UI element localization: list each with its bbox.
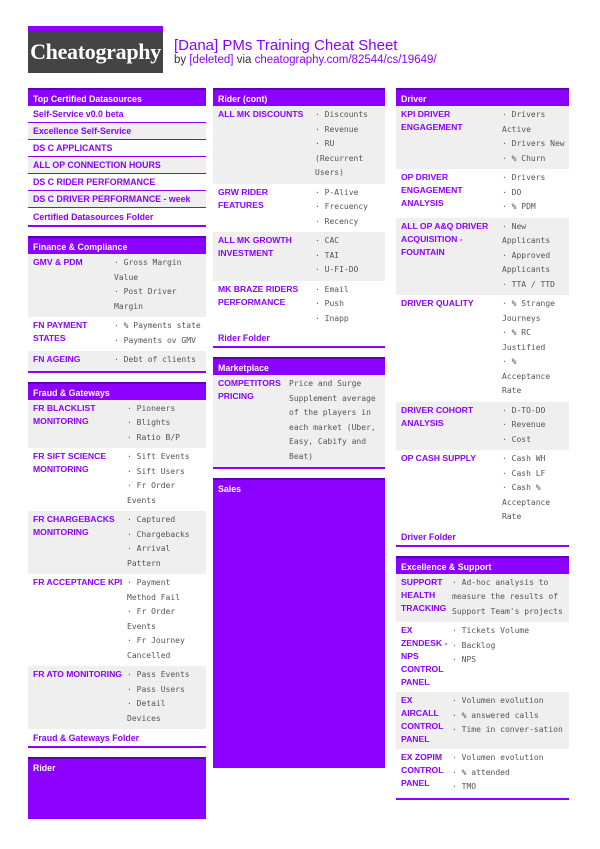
section-top-certified <box>28 88 206 227</box>
value-line: · Pass Events <box>127 670 190 679</box>
row-key[interactable]: FR CHARGEBACKS MONITORING <box>33 514 115 537</box>
value-line: · % Acceptance Rate <box>502 357 551 395</box>
value-line: · RU (Recurrent Users) <box>315 139 364 177</box>
driver-folder-link[interactable]: Driver Folder <box>396 528 569 547</box>
table-row <box>28 400 206 449</box>
author-link[interactable]: [deleted] <box>189 54 234 66</box>
cheatography-logo[interactable]: Cheatography <box>28 31 163 73</box>
row-key[interactable]: GMV & PDM <box>33 257 83 267</box>
section-sales <box>213 478 385 768</box>
table-row <box>396 749 569 798</box>
value-line: · D-TO-DO <box>502 405 546 415</box>
value-line: Price and Surge Supplement average of the players in each market (Uber, Easy, Cabify and Beat) <box>289 379 376 461</box>
row-value <box>123 450 206 508</box>
value-line: · Captured <box>127 515 176 524</box>
row-value <box>123 668 206 726</box>
rider-folder-link[interactable]: Rider Folder <box>213 329 385 348</box>
section-title: Driver <box>396 88 569 106</box>
row-key[interactable]: FN AGEING <box>33 354 81 364</box>
row-value <box>110 353 200 368</box>
row-key[interactable]: FR SIFT SCIENCE MONITORING <box>33 451 107 474</box>
row-key[interactable]: SUPPORT HEALTH TRACKING <box>401 576 447 613</box>
certified-folder-link[interactable]: Certified Datasources Folder <box>28 208 206 227</box>
section-body <box>213 375 385 469</box>
row-key[interactable]: EX AIRCALL CONTROL PANEL <box>401 695 444 744</box>
table-row <box>396 295 569 402</box>
value-line: · Drivers New <box>502 139 565 148</box>
value-line: · Chargebacks <box>127 529 190 539</box>
section-title: Finance & Compliance <box>28 236 206 254</box>
datasource-item[interactable]: Self-Service v0.0 beta <box>28 106 206 123</box>
section-driver <box>396 88 569 547</box>
row-key[interactable]: FR BLACKLIST MONITORING <box>33 402 96 426</box>
value-line: · Fr Order Events <box>127 481 176 505</box>
section-body <box>28 254 206 373</box>
value-line: · Frecuency <box>315 202 368 211</box>
section-title: Marketplace <box>213 357 385 375</box>
table-row <box>396 402 569 451</box>
table-row <box>28 351 206 371</box>
section-finance <box>28 236 206 373</box>
value-line: · Gross Margin Value <box>114 258 182 282</box>
table-row <box>28 254 206 317</box>
fraud-folder-link[interactable]: Fraud & Gateways Folder <box>28 729 206 748</box>
value-line: · Sift Users <box>127 466 185 476</box>
row-value <box>498 108 569 166</box>
value-line: · Payment Method Fail <box>127 578 180 602</box>
table-row <box>396 218 569 296</box>
table-row <box>213 106 385 184</box>
value-line: · Drivers <box>502 173 546 182</box>
row-key[interactable]: GRW RIDER FEATURES <box>218 186 268 210</box>
section-title: Rider <box>28 757 206 819</box>
row-value <box>110 319 205 348</box>
value-line: · Revenue <box>315 124 359 134</box>
table-row <box>396 169 569 218</box>
datasource-item[interactable]: DS C DRIVER PERFORMANCE - week <box>28 191 206 208</box>
row-value <box>123 576 206 663</box>
row-value <box>498 220 569 293</box>
value-line: · Revenue <box>502 420 546 429</box>
section-body <box>396 106 569 528</box>
row-value <box>448 751 548 795</box>
value-line: · Inapp <box>315 313 349 323</box>
value-line: · CAC <box>315 236 340 245</box>
row-value <box>311 234 362 278</box>
page-title: [Dana] PMs Training Cheat Sheet <box>174 37 398 54</box>
value-line: · Discounts <box>315 110 368 119</box>
table-row <box>213 281 385 330</box>
row-key[interactable]: MK BRAZE RIDERS PERFORMANCE <box>218 283 299 307</box>
table-row <box>28 574 206 666</box>
value-line: · % Churn <box>502 153 546 163</box>
column-2 <box>213 88 385 777</box>
byline-via: via <box>236 54 252 66</box>
value-line: · Cost <box>502 434 531 444</box>
row-key[interactable]: DRIVER QUALITY <box>401 298 474 308</box>
section-title: Rider (cont) <box>213 88 385 106</box>
row-value <box>110 256 206 314</box>
value-line: · Backlog <box>452 640 496 650</box>
row-key[interactable]: OP DRIVER ENGAGEMENT ANALYSIS <box>401 172 463 208</box>
value-line: · P-Alive <box>315 187 359 197</box>
column-3 <box>396 88 569 809</box>
row-value <box>448 694 567 746</box>
row-value <box>498 404 549 448</box>
row-key[interactable]: FN PAYMENT STATES <box>33 320 88 343</box>
value-line: · Volumen evolution <box>452 696 544 705</box>
value-line: · Approved Applicants <box>502 250 551 274</box>
row-key[interactable]: FR ACCEPTANCE KPI <box>33 577 123 587</box>
section-body <box>396 574 569 800</box>
value-line: · Recency <box>315 216 359 226</box>
value-line: · TTA / TTD <box>502 279 555 289</box>
value-line: · Fr Journey Cancelled <box>127 636 185 660</box>
table-row <box>28 317 206 351</box>
section-fraud <box>28 382 206 749</box>
section-rider-cont <box>213 88 385 348</box>
row-value <box>123 513 206 571</box>
value-line: · % Strange Journeys <box>502 299 555 323</box>
value-line: · Sift Events <box>127 452 190 461</box>
row-key[interactable]: DRIVER COHORT ANALYSIS <box>401 404 474 428</box>
row-value <box>448 576 569 620</box>
row-value <box>498 452 569 525</box>
value-line: · % attended <box>452 767 510 777</box>
value-line: · % RC Justified <box>502 328 546 352</box>
value-line: · Ad-hoc analysis to measure the results of Support Team's projects <box>452 577 563 616</box>
value-line: · New Applicants <box>502 221 551 245</box>
value-line: · Cash LF <box>502 468 546 478</box>
value-line: · Email <box>315 284 349 294</box>
column-1 <box>28 88 206 828</box>
row-key[interactable]: COMPETITORS PRICING <box>218 378 281 401</box>
value-line: · U-FI-DO <box>315 265 359 274</box>
value-line: · % answered calls <box>452 710 539 720</box>
sheet-url-link[interactable]: cheatography.com/82544/cs/19649/ <box>254 54 437 66</box>
value-line: · Cash WH <box>502 454 546 463</box>
table-row <box>213 375 385 467</box>
section-title: Excellence & Support <box>396 556 569 574</box>
table-row <box>396 692 569 749</box>
value-line: · Pioneers <box>127 403 176 413</box>
table-row <box>28 511 206 574</box>
section-title: Fraud & Gateways <box>28 382 206 400</box>
table-row <box>213 184 385 233</box>
row-value <box>311 108 385 181</box>
value-line: · Detail Devices <box>127 699 166 723</box>
value-line: · Pass Users <box>127 684 185 694</box>
value-line: · Tickets Volume <box>452 626 530 635</box>
table-row <box>396 622 569 692</box>
row-key[interactable]: OP CASH SUPPLY <box>401 453 476 463</box>
row-value <box>123 402 184 446</box>
value-line: · Arrival Pattern <box>127 544 171 568</box>
value-line: · Blights <box>127 418 171 427</box>
value-line: · Drivers Active <box>502 110 546 134</box>
row-key[interactable]: KPI DRIVER ENGAGEMENT <box>401 109 463 132</box>
byline <box>174 54 437 66</box>
row-value <box>448 624 533 689</box>
row-key[interactable]: ALL MK GROWTH INVESTMENT <box>218 235 292 258</box>
datasource-list <box>28 106 206 208</box>
row-value <box>498 297 569 399</box>
datasource-item[interactable]: Excellence Self-Service <box>28 123 206 140</box>
byline-by: by <box>174 54 187 66</box>
datasource-item[interactable]: DS C APPLICANTS <box>28 140 206 157</box>
section-excellence <box>396 556 569 800</box>
table-row <box>213 232 385 281</box>
section-body <box>28 400 206 730</box>
value-line: · Cash % Acceptance Rate <box>502 483 551 521</box>
row-key[interactable]: EX ZENDESK - NPS CONTROL PANEL <box>401 625 448 687</box>
section-rider <box>28 757 206 819</box>
value-line: · Payments ov GMV <box>114 335 196 345</box>
section-body <box>213 106 385 329</box>
section-marketplace <box>213 357 385 469</box>
value-line: · Volumen evolution <box>452 753 544 762</box>
value-line: · TMO <box>452 782 477 791</box>
value-line: · Debt of clients <box>114 355 196 364</box>
value-line: · TAI <box>315 250 340 260</box>
table-row <box>396 106 569 169</box>
value-line: · % PDM <box>502 202 536 211</box>
section-title: Top Certified Datasources <box>28 88 206 106</box>
table-row <box>396 450 569 528</box>
row-key[interactable]: ALL MK DISCOUNTS <box>218 109 304 119</box>
value-line: · Push <box>315 299 344 308</box>
value-line: · DO <box>502 187 522 197</box>
value-line: · Ratio B/P <box>127 432 180 442</box>
datasource-item[interactable]: DS C RIDER PERFORMANCE <box>28 174 206 191</box>
table-row <box>28 666 206 729</box>
value-line: · Fr Order Events <box>127 607 176 631</box>
row-key[interactable]: FR ATO MONITORING <box>33 669 122 679</box>
value-line: · Time in conver-sation <box>452 725 563 734</box>
row-value <box>311 283 353 327</box>
row-value <box>311 186 372 230</box>
table-row <box>396 574 569 623</box>
row-key[interactable]: ALL OP A&Q DRIVER ACQUISITION - FOUNTAIN <box>401 220 489 257</box>
row-value <box>498 171 549 215</box>
value-line: · % Payments state <box>114 321 201 330</box>
datasource-item[interactable]: ALL OP CONNECTION HOURS <box>28 157 206 174</box>
row-value <box>285 377 385 464</box>
row-key[interactable]: EX ZOPIM CONTROL PANEL <box>401 752 444 788</box>
value-line: · Post Driver Margin <box>114 287 177 311</box>
table-row <box>28 448 206 511</box>
value-line: · NPS <box>452 655 477 664</box>
section-title: Sales <box>213 478 385 768</box>
